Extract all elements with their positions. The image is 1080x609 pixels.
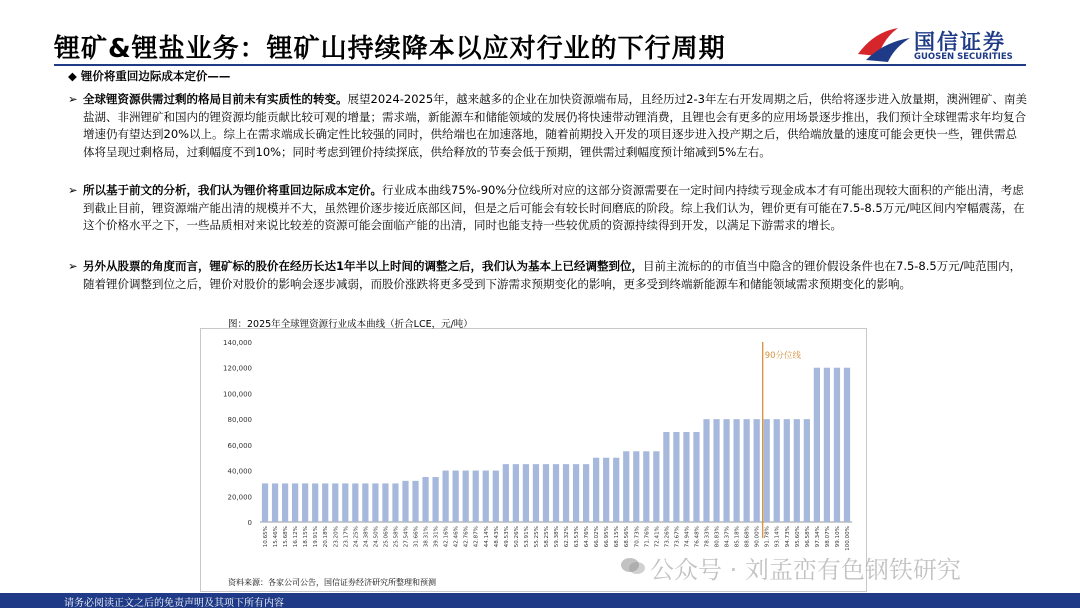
x-tick-label: 100.00% xyxy=(844,526,851,551)
x-tick-label: 93.14% xyxy=(774,526,781,548)
bar xyxy=(623,451,629,522)
x-tick-label: 42.76% xyxy=(463,526,470,548)
x-tick-label: 49.53% xyxy=(503,526,510,548)
bar xyxy=(573,464,579,522)
bar xyxy=(412,481,418,522)
x-tick-label: 39.31% xyxy=(433,526,440,548)
bar xyxy=(784,419,790,522)
logo-subtitle: GUOSEN SECURITIES xyxy=(914,52,1013,62)
y-tick-label: 20,000 xyxy=(227,493,252,502)
x-tick-label: 62.32% xyxy=(564,526,571,548)
bar xyxy=(272,483,278,522)
bar xyxy=(563,464,569,522)
x-tick-label: 80.83% xyxy=(714,526,721,548)
bar xyxy=(372,483,378,522)
bar xyxy=(332,483,338,522)
bar xyxy=(603,458,609,522)
source-note: 资料来源：各家公司公告，国信证券经济研究所整理和预测 xyxy=(228,578,436,587)
logo-text: 国信证券 xyxy=(914,30,1006,54)
paragraph-1-lead: 全球锂资源供需过剩的格局目前未有实质性的转变。 xyxy=(83,92,348,106)
bar xyxy=(463,471,469,522)
bar xyxy=(764,419,770,522)
bar xyxy=(362,483,368,522)
x-tick-label: 97.34% xyxy=(814,526,821,548)
bar xyxy=(613,458,619,522)
bullet-arrow-icon: ➢ xyxy=(68,92,78,106)
paragraph-3-text: 目前主流标的的市值当中隐含的锂价假设条件也在7.5-8.5万元/吨范围内，随着锂价调整到位之后，锂价对股价的影响会逐步减弱，而股价涨跌将更多受到下游需求预期变化的影响，更多受到终端新能源车和储能领域需求预期变化的影响。 xyxy=(83,259,1022,291)
x-tick-label: 16.12% xyxy=(293,526,300,548)
x-tick-label: 25.06% xyxy=(383,526,390,548)
bar xyxy=(754,419,760,522)
bar xyxy=(432,477,438,522)
x-tick-label: 95.60% xyxy=(794,526,801,548)
x-tick-label: 31.66% xyxy=(413,526,420,548)
page-title: 锂矿&锂盐业务：锂矿山持续降本以应对行业的下行周期 xyxy=(54,34,726,64)
x-tick-label: 74.94% xyxy=(684,526,691,548)
x-tick-label: 84.37% xyxy=(724,526,731,548)
x-tick-label: 25.58% xyxy=(393,526,400,548)
bar xyxy=(663,432,669,522)
x-tick-label: 24.25% xyxy=(353,526,360,548)
x-tick-label: 20.18% xyxy=(323,526,330,548)
x-tick-label: 18.15% xyxy=(303,526,310,548)
bar xyxy=(643,451,649,522)
bar xyxy=(533,464,539,522)
x-tick-label: 53.91% xyxy=(523,526,530,548)
x-tick-label: 66.95% xyxy=(604,526,611,548)
x-tick-label: 88.68% xyxy=(744,526,751,548)
x-tick-label: 68.56% xyxy=(624,526,631,548)
bar xyxy=(713,419,719,522)
x-tick-label: 70.73% xyxy=(634,526,641,548)
x-tick-label: 99.10% xyxy=(834,526,841,548)
bar xyxy=(693,432,699,522)
bar xyxy=(593,458,599,522)
x-tick-label: 42.87% xyxy=(473,526,480,548)
x-tick-label: 55.25% xyxy=(533,526,540,548)
chart-caption: 图：2025年全球锂资源行业成本曲线（折合LCE，元/吨） xyxy=(228,319,473,330)
x-tick-label: 10.65% xyxy=(263,526,270,548)
bar xyxy=(473,471,479,522)
bar xyxy=(312,483,318,522)
bar xyxy=(302,483,308,522)
bar xyxy=(262,483,268,522)
bar xyxy=(513,464,519,522)
x-tick-label: 94.73% xyxy=(784,526,791,548)
bar xyxy=(673,432,679,522)
y-tick-label: 100,000 xyxy=(223,390,252,399)
paragraph-2-text: 行业成本曲线75%-90%分位线所对应的这部分资源需要在一定时间内持续亏现金成本才有可能出现较大面积的产能出清，考虑到截止目前，锂资源端产能出清的规模并不大，虽然锂价逐步接近底部区间，但是之后可能会有较长时间磨底的阶段。综上我们认为，锂价更有可能在7.5-8.5万元/吨区间内窄幅震荡，在这个价格水平之下，一些品质相对来说比较差的资源可能会面临产能的出清，同时也能支持一些较优质的资源持续得到开发，以满足下游需求的增长。 xyxy=(83,183,1025,232)
x-tick-label: 73.67% xyxy=(674,526,681,548)
bar xyxy=(814,368,820,522)
bar xyxy=(633,451,639,522)
bar xyxy=(282,483,288,522)
x-tick-label: 66.02% xyxy=(594,526,601,548)
bullet-arrow-icon: ➢ xyxy=(68,183,78,197)
bar xyxy=(453,471,459,522)
bar xyxy=(824,368,830,522)
x-tick-label: 38.31% xyxy=(423,526,430,548)
bar xyxy=(483,471,489,522)
x-tick-label: 96.58% xyxy=(804,526,811,548)
bar xyxy=(553,464,559,522)
x-tick-label: 42.16% xyxy=(443,526,450,548)
bar xyxy=(844,368,850,522)
x-tick-label: 68.15% xyxy=(614,526,621,548)
x-tick-label: 15.68% xyxy=(283,526,290,548)
x-tick-label: 44.14% xyxy=(483,526,490,548)
y-tick-label: 60,000 xyxy=(227,441,252,450)
x-tick-label: 15.46% xyxy=(273,526,280,548)
bar xyxy=(342,483,348,522)
x-tick-label: 72.41% xyxy=(654,526,661,548)
y-tick-label: 80,000 xyxy=(227,416,252,425)
bar xyxy=(583,464,589,522)
footer-disclaimer: 请务必阅读正文之后的免责声明及其项下所有内容 xyxy=(64,598,284,609)
paragraph-1 xyxy=(68,91,1028,161)
y-tick-label: 120,000 xyxy=(223,364,252,373)
x-tick-label: 19.91% xyxy=(313,526,320,548)
x-tick-label: 24.38% xyxy=(363,526,370,548)
bar xyxy=(493,471,499,522)
x-tick-label: 85.18% xyxy=(734,526,741,548)
x-tick-label: 58.25% xyxy=(543,526,550,548)
x-tick-label: 63.53% xyxy=(574,526,581,548)
x-tick-label: 42.46% xyxy=(453,526,460,548)
x-tick-label: 73.26% xyxy=(664,526,671,548)
bar xyxy=(774,419,780,522)
bar xyxy=(292,483,298,522)
y-tick-label: 40,000 xyxy=(227,467,252,476)
bar xyxy=(653,451,659,522)
bar xyxy=(503,464,509,522)
header-divider xyxy=(54,64,1026,66)
x-tick-label: 98.07% xyxy=(824,526,831,548)
bar xyxy=(794,419,800,522)
paragraph-1-text: 展望2024-2025年，越来越多的企业在加快资源端布局，且经历过2-3年左右开发周期之后，供给将逐步进入放量期，澳洲锂矿、南美盐湖、非洲锂矿和国内的锂资源均能贡献比较可观的增量；需求端，新能源车和储能领域的发展仍将快速带动锂消费，且锂也会有更多的应用场景逐步推出，我们预计全球锂需求年均复合增速仍有望达到20%以上。综上在需求端成长确定性比较强的同时，供给端也在加速落地，随着前期投入开发的项目逐步进入投产期之后，供给端放量的速度可能会更快一些，锂供需总体将呈现过剩格局，过剩幅度不到10%；同时考虑到锂价持续探底，供给释放的节奏会低于预期，锂供需过剩幅度预计缩减到5%左右。 xyxy=(83,92,1027,159)
bar xyxy=(733,419,739,522)
y-tick-label: 0 xyxy=(247,519,252,527)
paragraph-2-lead: 所以基于前文的分析，我们认为锂价将重回边际成本定价。 xyxy=(83,183,382,197)
bar xyxy=(422,477,428,522)
y-tick-label: 140,000 xyxy=(223,339,252,347)
bar xyxy=(834,368,840,522)
company-logo xyxy=(856,24,1036,68)
x-tick-label: 23.17% xyxy=(343,526,350,548)
x-tick-label: 27.54% xyxy=(403,526,410,548)
bar xyxy=(402,481,408,522)
wechat-icon xyxy=(620,556,646,576)
bar xyxy=(683,432,689,522)
section-title: ◆ 锂价将重回边际成本定价—— xyxy=(68,69,231,83)
bar xyxy=(382,483,388,522)
bar xyxy=(392,483,398,522)
x-tick-label: 78.33% xyxy=(704,526,711,548)
paragraph-3-lead: 另外从股票的角度而言，锂矿标的股价在经历长达1年半以上时间的调整之后，我们认为基本上已经调整到位， xyxy=(83,259,643,273)
x-tick-label: 91.78% xyxy=(764,526,771,548)
bar xyxy=(322,483,328,522)
bar xyxy=(523,464,529,522)
watermark: 公众号 · 刘孟峦有色钢铁研究 xyxy=(650,556,961,584)
bar xyxy=(352,483,358,522)
bar xyxy=(703,419,709,522)
x-tick-label: 23.20% xyxy=(333,526,340,548)
footer-bar xyxy=(0,593,1080,608)
percentile-marker-label: 90分位线 xyxy=(764,351,802,361)
x-tick-label: 76.48% xyxy=(694,526,701,548)
x-tick-label: 71.76% xyxy=(644,526,651,548)
x-tick-label: 24.50% xyxy=(373,526,380,548)
bullet-arrow-icon: ➢ xyxy=(68,259,78,273)
bar xyxy=(443,471,449,522)
x-tick-label: 90.00% xyxy=(754,526,761,548)
bar xyxy=(744,419,750,522)
bar xyxy=(804,419,810,522)
bar xyxy=(723,419,729,522)
logo-icon xyxy=(856,24,912,64)
paragraph-3 xyxy=(68,258,1028,293)
x-tick-label: 59.38% xyxy=(554,526,560,548)
paragraph-2 xyxy=(68,182,1028,235)
x-tick-label: 64.76% xyxy=(584,526,591,548)
bar xyxy=(543,464,549,522)
x-tick-label: 48.43% xyxy=(493,526,500,548)
x-tick-label: 50.26% xyxy=(513,526,520,548)
